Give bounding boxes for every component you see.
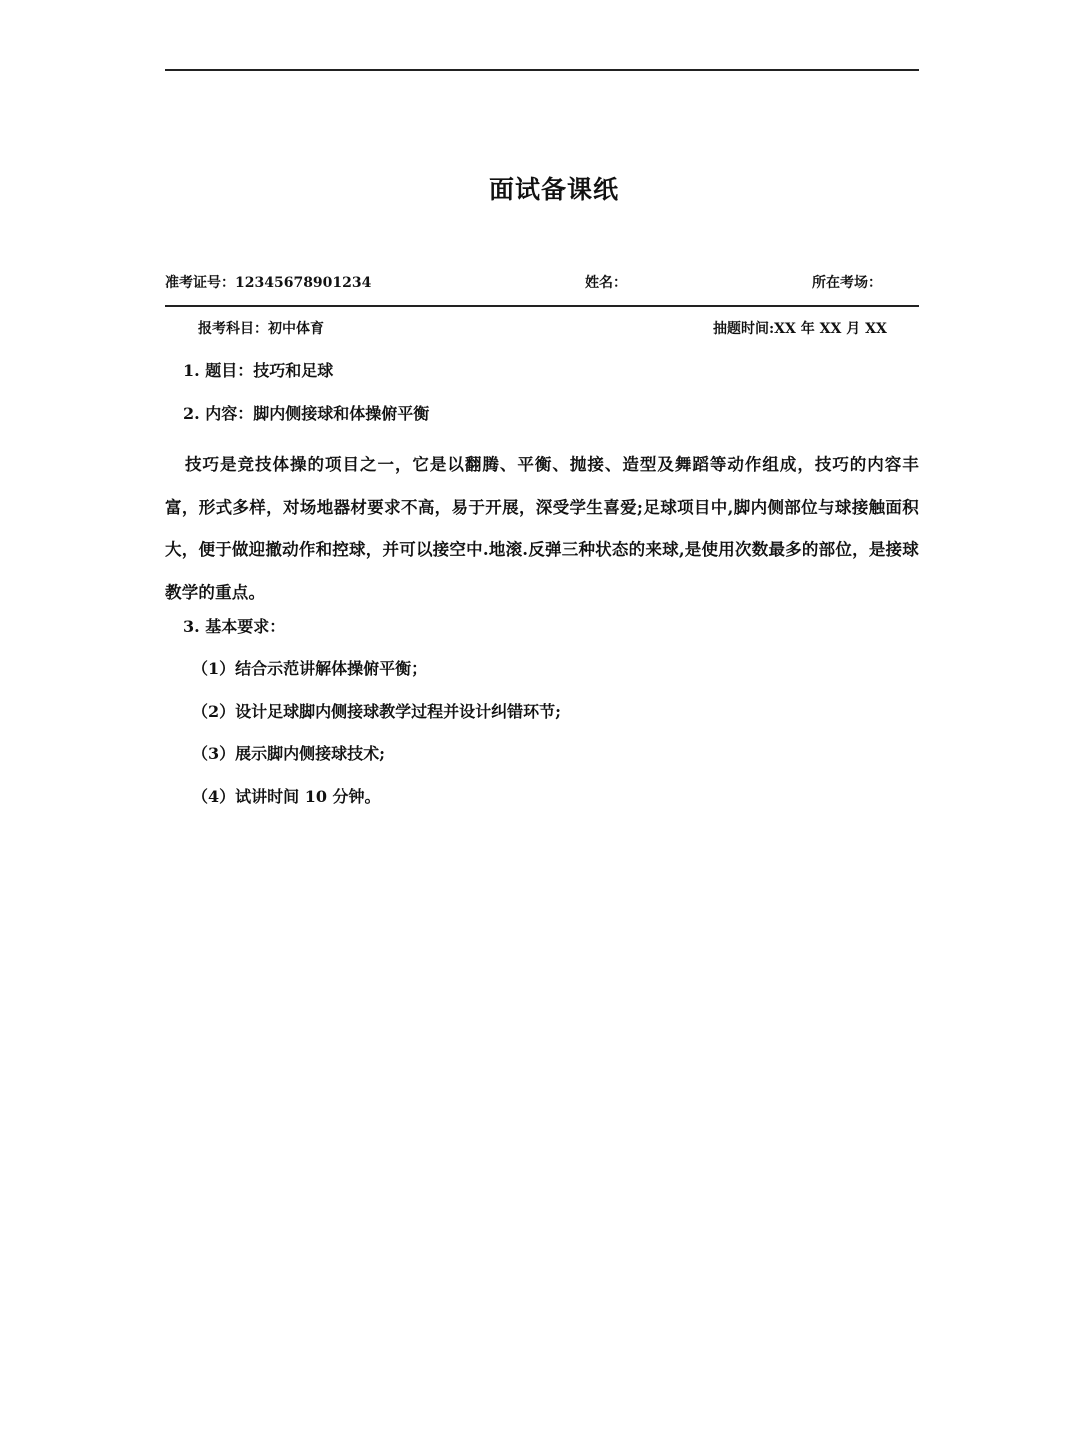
- requirements-heading: 3. 基本要求：: [183, 617, 286, 636]
- meta-divider: [165, 305, 919, 307]
- requirement-item-4: （4）试讲时间 10 分钟。: [192, 787, 381, 806]
- page-title: 面试备课纸: [488, 175, 619, 204]
- requirement-item-1: （1）结合示范讲解体操俯平衡；: [192, 659, 428, 678]
- description-paragraph: 技巧是竞技体操的项目之一，它是以翻腾、平衡、抛接、造型及舞蹈等动作组成，技巧的内容丰富，形式多样，对场地器材要求不高，易于开展，深受学生喜爱;足球项目中,脚内侧部位与球接触面积大，便于做迎撤动作和控球，并可以接空中.地滚.反弹三种状态的来球,是使用次数最多的部位，是接球教学的重点。: [165, 455, 919, 602]
- topic-line: 1. 题目：技巧和足球: [183, 361, 334, 380]
- requirement-item-2: （2）设计足球脚内侧接球教学过程并设计纠错环节;: [192, 702, 562, 721]
- draw-time-label: 抽题时间:XX 年 XX 月 XX: [713, 321, 887, 337]
- venue-label: 所在考场：: [812, 275, 882, 291]
- subject-label: 报考科目：初中体育: [198, 321, 324, 337]
- name-label: 姓名：: [585, 275, 627, 291]
- subject-row: [165, 318, 919, 340]
- content-line: 2. 内容：脚内侧接球和体操俯平衡: [183, 404, 430, 423]
- requirement-item-3: （3）展示脚内侧接球技术;: [192, 744, 386, 763]
- exam-id-label: 准考证号：12345678901234: [165, 275, 372, 291]
- header-rule: [165, 69, 919, 71]
- exam-meta-row: [165, 272, 919, 294]
